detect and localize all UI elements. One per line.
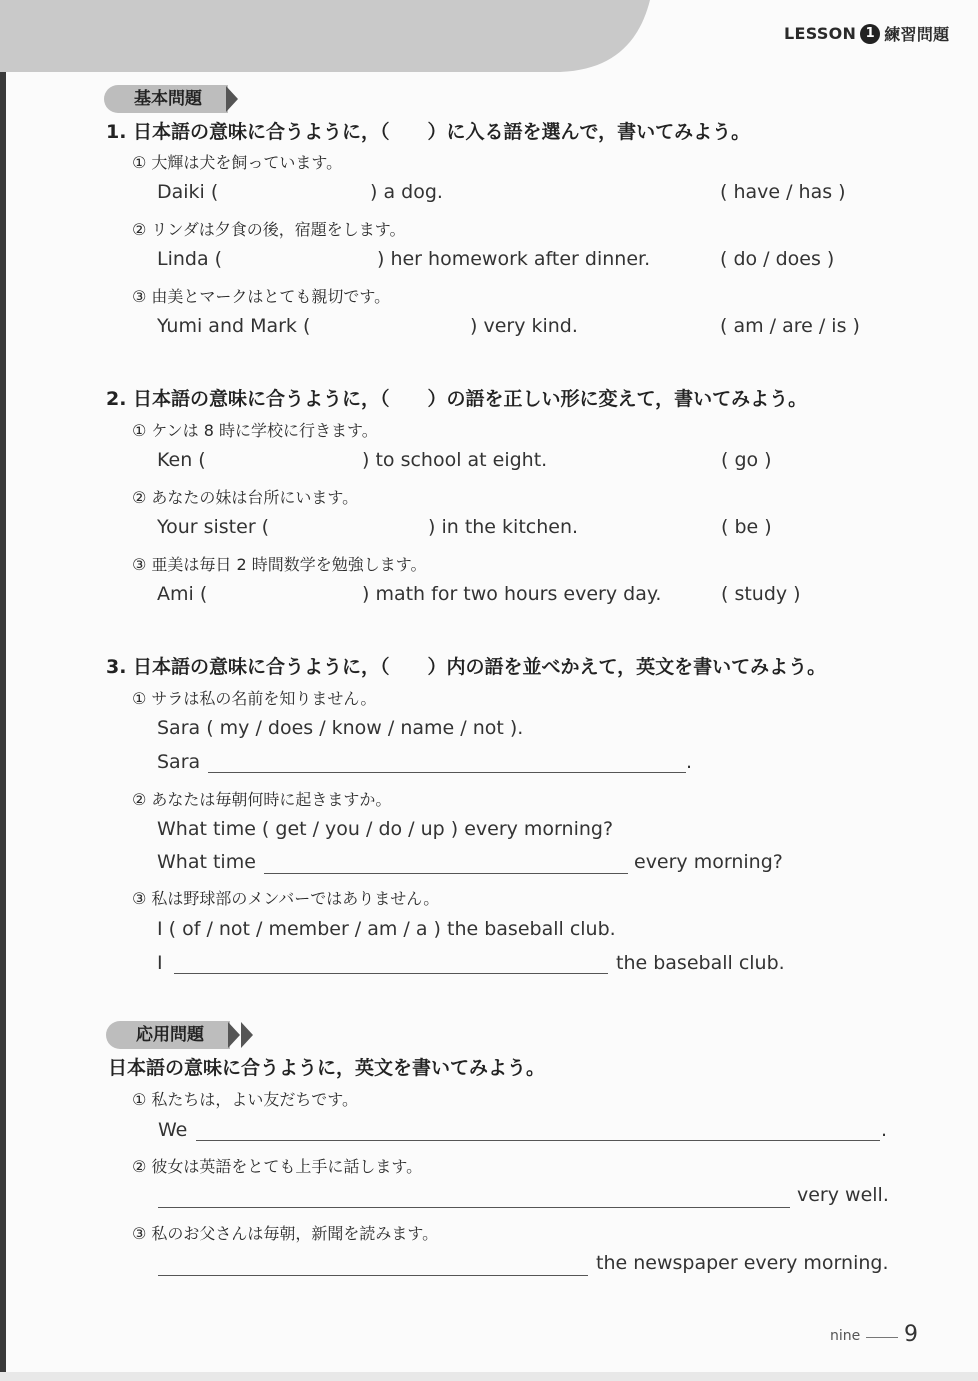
q3-item2-start: What time: [157, 851, 256, 873]
q1-item1-choices: ( have / has ): [720, 181, 846, 203]
applied-item3-answer-line[interactable]: [158, 1275, 588, 1276]
applied-item1-end: .: [881, 1119, 888, 1141]
q3-item2-answer-line[interactable]: [264, 873, 628, 874]
chevron-right-icon: [228, 1022, 240, 1048]
q3-item3-answer-line[interactable]: [174, 973, 608, 974]
q2-item2-open: Your sister (: [157, 516, 270, 538]
applied-item2-answer-line[interactable]: [158, 1207, 790, 1208]
applied-instruction: 日本語の意味に合うように，英文を書いてみよう。: [108, 1057, 546, 1079]
q2-item1-close: ) to school at eight.: [362, 449, 548, 471]
applied-badge-label: 応用問題: [106, 1021, 230, 1049]
q3-item3-end: the baseball club.: [616, 952, 785, 974]
applied-item1-jp: ① 私たちは，よい友だちです。: [132, 1090, 358, 1109]
applied-item1-answer-line[interactable]: [196, 1140, 880, 1141]
q1-item3-open: Yumi and Mark (: [157, 315, 311, 337]
applied-item2-end: very well.: [797, 1184, 889, 1206]
basic-badge-label: 基本問題: [104, 85, 228, 113]
q2-item1-open: Ken (: [157, 449, 206, 471]
q1-item3-jp: ③ 由美とマークはとても親切です。: [132, 287, 391, 306]
applied-item3-end: the newspaper every morning.: [596, 1252, 889, 1274]
chevron-right-icon: [226, 86, 238, 112]
applied-section-badge: [106, 1021, 253, 1049]
q1-item1-open: Daiki (: [157, 181, 219, 203]
applied-item3-jp: ③ 私のお父さんは毎朝，新聞を読みます。: [132, 1224, 439, 1243]
q3-item2-end: every morning?: [634, 851, 783, 873]
q2-item2-jp: ② あなたの妹は台所にいます。: [132, 488, 359, 507]
q3-item1-prompt: Sara ( my / does / know / name / not ).: [157, 717, 524, 739]
q3-instruction: 3. 日本語の意味に合うように，（ ）内の語を並べかえて，英文を書いてみよう。: [106, 656, 827, 678]
lesson-header: [784, 22, 949, 45]
q3-item1-answer-line[interactable]: [208, 772, 686, 773]
q3-item2-jp: ② あなたは毎朝何時に起きますか。: [132, 790, 392, 809]
q1-instruction: 1. 日本語の意味に合うように，（ ）に入る語を選んで，書いてみよう。: [106, 121, 751, 143]
q3-item1-jp: ① サラは私の名前を知りません。: [132, 689, 377, 708]
chevron-right-icon: [241, 1022, 253, 1048]
q2-item3-open: Ami (: [157, 583, 208, 605]
page-edge: [0, 0, 6, 1381]
q2-item3-jp: ③ 亜美は毎日 2 時間数学を勉強します。: [132, 555, 427, 574]
q3-item2-prompt: What time ( get / you / do / up ) every morning?: [157, 818, 614, 840]
q1-item1-jp: ① 大輝は犬を飼っています。: [132, 153, 343, 172]
q1-item2-choices: ( do / does ): [720, 248, 835, 270]
q2-item1-jp: ① ケンは 8 時に学校に行きます。: [132, 421, 378, 440]
q1-item3-close: ) very kind.: [470, 315, 578, 337]
q2-item3-close: ) math for two hours every day.: [362, 583, 662, 605]
applied-item1-start: We: [158, 1119, 188, 1141]
lesson-label: LESSON: [784, 24, 857, 43]
lesson-title: 練習問題: [884, 25, 950, 44]
page-number-word: nine: [830, 1328, 861, 1344]
q3-item3-prompt: I ( of / not / member / am / a ) the baseball club.: [157, 918, 616, 940]
q3-item1-start: Sara: [157, 751, 201, 773]
q1-item3-choices: ( am / are / is ): [720, 315, 860, 337]
q2-item2-choices: ( be ): [721, 516, 772, 538]
lesson-number-circle: 1: [860, 24, 880, 44]
q2-item3-choices: ( study ): [721, 583, 801, 605]
basic-section-badge: [104, 85, 238, 113]
scan-bottom-edge: [0, 1372, 978, 1381]
q2-item2-close: ) in the kitchen.: [428, 516, 579, 538]
q1-item2-close: ) her homework after dinner.: [377, 248, 651, 270]
q1-item2-jp: ② リンダは夕食の後，宿題をします。: [132, 220, 406, 239]
q1-item2-open: Linda (: [157, 248, 223, 270]
q2-instruction: 2. 日本語の意味に合うように，（ ）の語を正しい形に変えて，書いてみよう。: [106, 388, 808, 410]
q3-item1-end: .: [686, 751, 693, 773]
q1-item1-close: ) a dog.: [370, 181, 443, 203]
q3-item3-start: I: [157, 952, 163, 974]
q3-item3-jp: ③ 私は野球部のメンバーではありません。: [132, 889, 440, 908]
page-number: 9: [904, 1322, 918, 1347]
q2-item1-choices: ( go ): [721, 449, 772, 471]
applied-item2-jp: ② 彼女は英語をとても上手に話します。: [132, 1157, 423, 1176]
page-number-dash: [866, 1337, 898, 1338]
